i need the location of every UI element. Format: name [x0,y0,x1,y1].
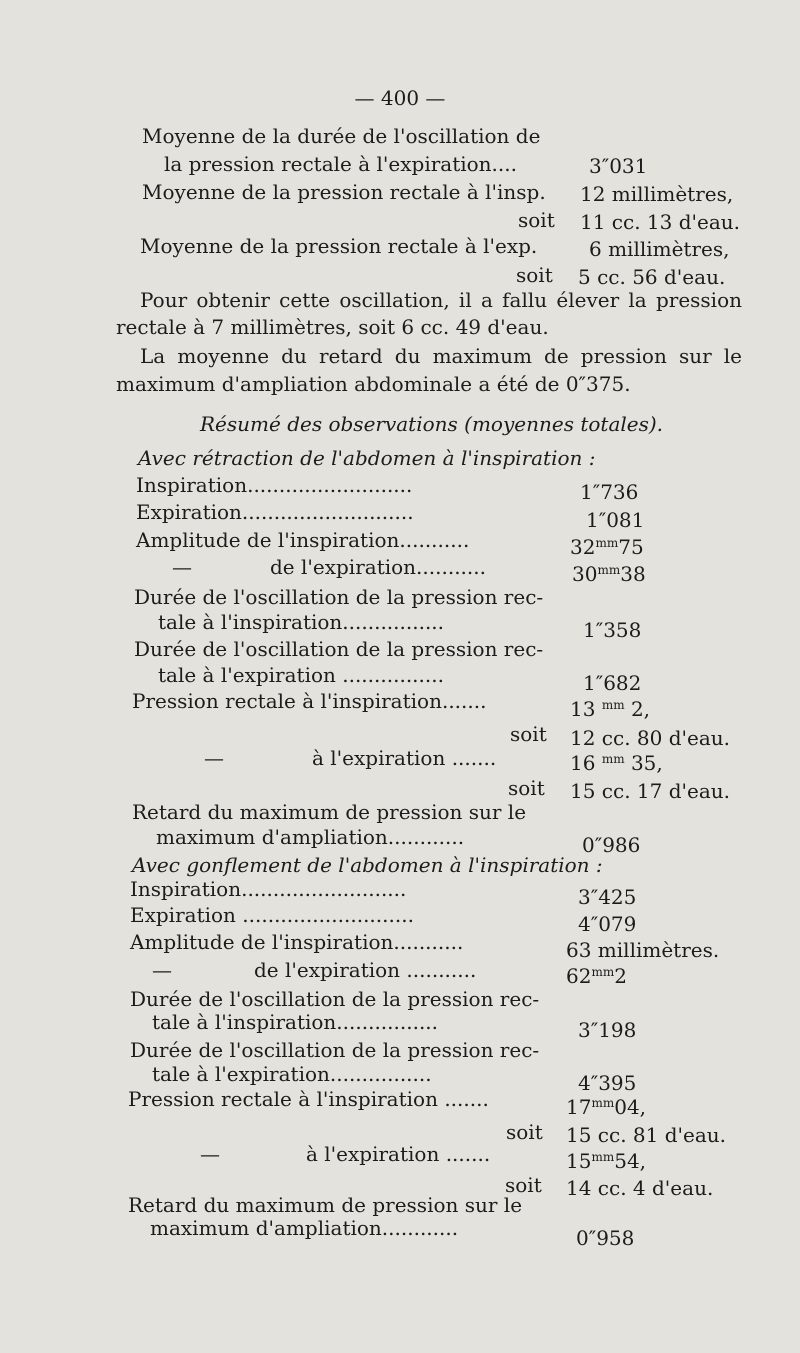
value: 6 millimètres, [589,237,730,261]
row-value: 1″682 [583,671,642,695]
row-value: 1″358 [583,618,642,642]
row-value: $17^{mm}04$, [566,1095,647,1119]
row-value: 0″986 [582,833,641,857]
row-label: tale à l'inspiration................ [158,610,445,634]
row-label: Pression rectale à l'inspiration....... [132,689,487,713]
row-label: Amplitude de l'inspiration........... [130,930,464,954]
row-label: Inspiration.......................... [136,473,413,497]
soit-label: soit [508,776,545,800]
soit-label: soit [506,1120,543,1144]
row-label: Amplitude de l'inspiration........... [136,528,470,552]
row-label: Expiration........................... [136,500,414,524]
ditto-dash: — [172,555,192,579]
ditto-dash: — [200,1142,220,1166]
row-value: 4″079 [578,912,637,936]
row-value: $32^{mm}75$ [570,535,644,559]
row-label: Pression rectale à l'inspiration ....... [128,1087,489,1111]
soit-label: soit [516,263,553,287]
row-value: 15 cc. 81 d'eau. [566,1123,727,1147]
row-label: Durée de l'oscillation de la pression rec- [134,637,544,661]
soit-label: soit [505,1173,542,1197]
row-label: à l'expiration ....... [306,1142,491,1166]
row-label: Expiration ........................... [130,903,414,927]
row-value: 13 $^{mm}$ 2, [570,697,651,721]
row-value: 14 cc. 4 d'eau. [566,1176,714,1200]
row-value: 3″198 [578,1018,637,1042]
row-value: 15 cc. 17 d'eau. [570,779,731,803]
row-value: 4″395 [578,1071,637,1095]
value: 3″031 [589,154,648,178]
row-value: 1″736 [580,480,639,504]
paragraph-line: La moyenne du retard du maximum de pression sur le [140,344,742,368]
row-label: à l'expiration ....... [312,746,497,770]
row-label: maximum d'ampliation............ [150,1216,459,1240]
row-label: Inspiration.......................... [130,877,407,901]
ditto-dash: — [204,746,224,770]
row-value: 12 cc. 80 d'eau. [570,726,731,750]
text-line: Moyenne de la pression rectale à l'exp. [140,234,538,258]
row-label: de l'expiration ........... [254,958,477,982]
text-line: Moyenne de la durée de l'oscillation de [142,124,541,148]
text-line: la pression rectale à l'expiration.... [164,152,517,176]
row-value: $30^{mm}38$ [572,562,646,586]
row-label: Durée de l'oscillation de la pression rec- [130,1038,540,1062]
row-value: $15^{mm}54$, [566,1149,647,1173]
value: 11 cc. 13 d'eau. [580,210,741,234]
row-value: $62^{mm}2$ [566,964,627,988]
ditto-dash: — [152,958,172,982]
section-heading: Avec rétraction de l'abdomen à l'inspiration : [138,446,596,470]
soit-label: soit [510,722,547,746]
row-value: 0″958 [576,1226,635,1250]
row-value: 16 $^{mm}$ 35, [570,751,663,775]
section-heading: Avec gonflement de l'abdomen à l'inspiration : [132,853,603,877]
row-label: Durée de l'oscillation de la pression rec- [134,585,544,609]
row-value: 3″425 [578,885,637,909]
value: 5 cc. 56 d'eau. [578,265,726,289]
paragraph-line: Pour obtenir cette oscillation, il a fallu élever la pression [140,288,742,312]
paragraph-line: maximum d'ampliation abdominale a été de 0″375. [116,372,631,396]
page-number: — 400 — [354,86,446,110]
summary-title: Résumé des observations (moyennes totales). [200,412,664,436]
row-value: 63 millimètres. [566,938,720,962]
row-value: 1″081 [586,508,645,532]
row-label: tale à l'expiration ................ [158,663,444,687]
row-label: tale à l'inspiration................ [152,1010,439,1034]
text-line: Moyenne de la pression rectale à l'insp. [142,180,546,204]
paragraph-line: rectale à 7 millimètres, soit 6 cc. 49 d'eau. [116,315,549,339]
row-label: tale à l'expiration................ [152,1062,432,1086]
value: 12 millimètres, [580,182,734,206]
row-label: de l'expiration........... [270,555,486,579]
soit-label: soit [518,208,555,232]
row-label: Retard du maximum de pression sur le [128,1193,523,1217]
row-label: Retard du maximum de pression sur le [132,800,527,824]
row-label: Durée de l'oscillation de la pression rec- [130,987,540,1011]
row-label: maximum d'ampliation............ [156,825,465,849]
